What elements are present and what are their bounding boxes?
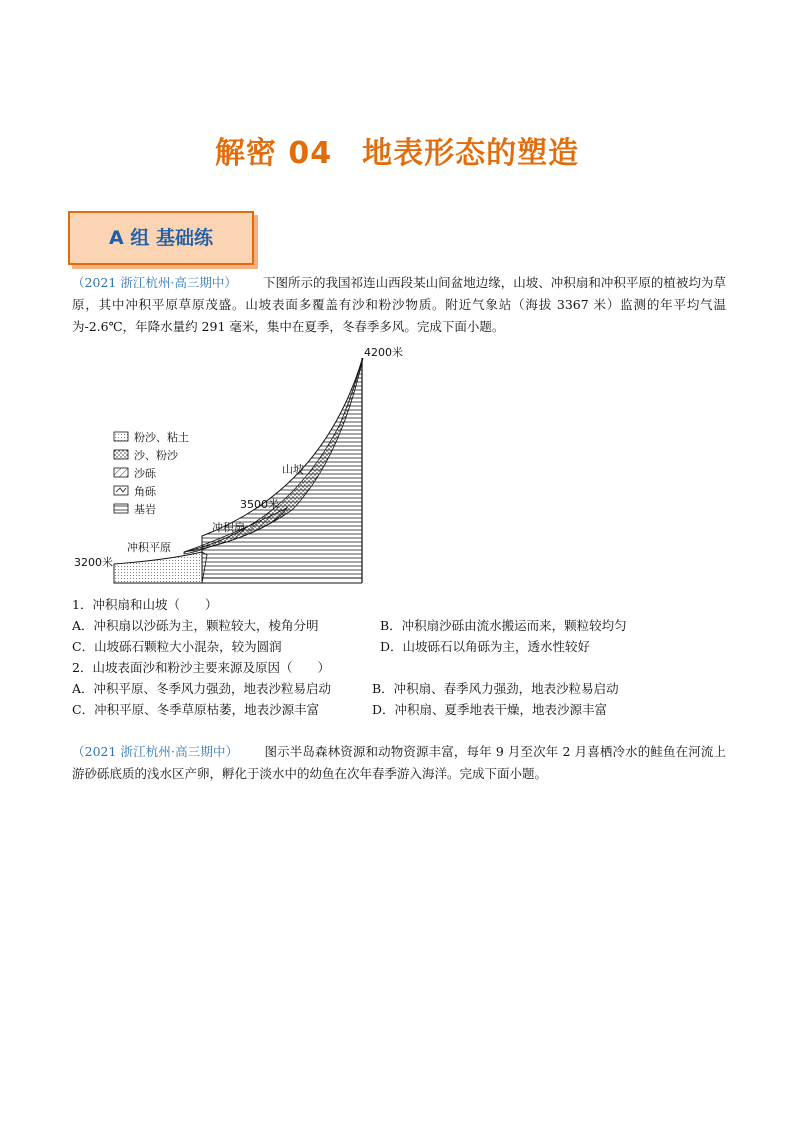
legend-swatch-bedrock xyxy=(114,504,128,513)
question-1-option-c[interactable]: C．山坡砾石颗粒大小混杂，较为圆润 xyxy=(72,639,282,654)
question-2-option-b[interactable]: B．冲积扇、春季风力强劲，地表沙粒易启动 xyxy=(372,681,619,696)
legend-swatch-breccia xyxy=(114,486,128,495)
terrain-cross-section-figure xyxy=(72,340,403,590)
question-2-option-d[interactable]: D．冲积扇、夏季地表干燥，地表沙源丰富 xyxy=(372,702,608,717)
title-part-2: 地表形态的塑造 xyxy=(362,136,580,171)
question-1-option-b[interactable]: B．冲积扇沙砾由流水搬运而来，颗粒较均匀 xyxy=(380,618,627,633)
label-mid-elevation: 3500米 xyxy=(240,498,279,511)
legend-swatch-silt-clay xyxy=(114,432,128,441)
passage-2-source: （2021 浙江杭州·高三期中） xyxy=(72,744,239,759)
legend-label-sand-silt: 沙、粉沙 xyxy=(134,449,178,462)
question-2-stem: 2．山坡表面沙和粉沙主要来源及原因（ ） xyxy=(72,660,330,675)
page-title xyxy=(0,128,794,172)
legend xyxy=(114,430,189,516)
question-2-option-c[interactable]: C．冲积平原、冬季草原枯萎，地表沙源丰富 xyxy=(72,702,320,717)
question-2-option-a[interactable]: A．冲积平原、冬季风力强劲，地表沙粒易启动 xyxy=(72,681,332,696)
label-peak-elevation: 4200米 xyxy=(364,346,403,359)
label-alluvial-fan: 冲积扇 xyxy=(212,521,245,534)
passage-2 xyxy=(72,741,726,785)
legend-label-bedrock: 基岩 xyxy=(134,503,156,516)
passage-1-source: （2021 浙江杭州·高三期中） xyxy=(72,275,237,290)
terrain-diagram xyxy=(72,340,403,590)
legend-label-gravel: 沙砾 xyxy=(134,467,156,480)
passage-1 xyxy=(72,272,726,338)
alluvial-plain-layer xyxy=(114,552,202,583)
question-1-stem: 1．冲积扇和山坡（ ） xyxy=(72,597,218,612)
label-slope: 山坡 xyxy=(282,463,304,476)
legend-swatch-gravel xyxy=(114,468,128,477)
legend-label-breccia: 角砾 xyxy=(134,485,156,498)
passage-1-text: 下图所示的我国祁连山西段某山间盆地边缘，山坡、冲积扇和冲积平原的植被均为草原，其中冲积平原草原茂盛。山坡表面多覆盖有沙和粉沙物质。附近气象站（海拔 3367 米）监测的年平均气温为-2.6℃，年降水量约 291 毫米，集中在夏季，冬春季多风。完成下面小题。 xyxy=(72,275,726,334)
title-part-1: 解密 04 xyxy=(214,136,333,171)
question-1-option-d[interactable]: D．山坡砾石以角砾为主，透水性较好 xyxy=(380,639,591,654)
legend-label-silt-clay: 粉沙、粘土 xyxy=(134,431,189,444)
question-1-option-a[interactable]: A．冲积扇以沙砾为主，颗粒较大，棱角分明 xyxy=(72,618,319,633)
group-heading: A 组 基础练 xyxy=(109,227,213,249)
group-heading-box xyxy=(68,211,254,265)
label-alluvial-plain: 冲积平原 xyxy=(127,541,171,554)
passage-2-text: 图示半岛森林资源和动物资源丰富，每年 9 月至次年 2 月喜栖冷水的鲑鱼在河流上游砂砾底质的浅水区产卵，孵化于淡水中的幼鱼在次年春季游入海洋。完成下面小题。 xyxy=(72,744,726,781)
label-base-elevation: 3200米 xyxy=(74,556,113,569)
legend-swatch-sand-silt xyxy=(114,450,128,459)
